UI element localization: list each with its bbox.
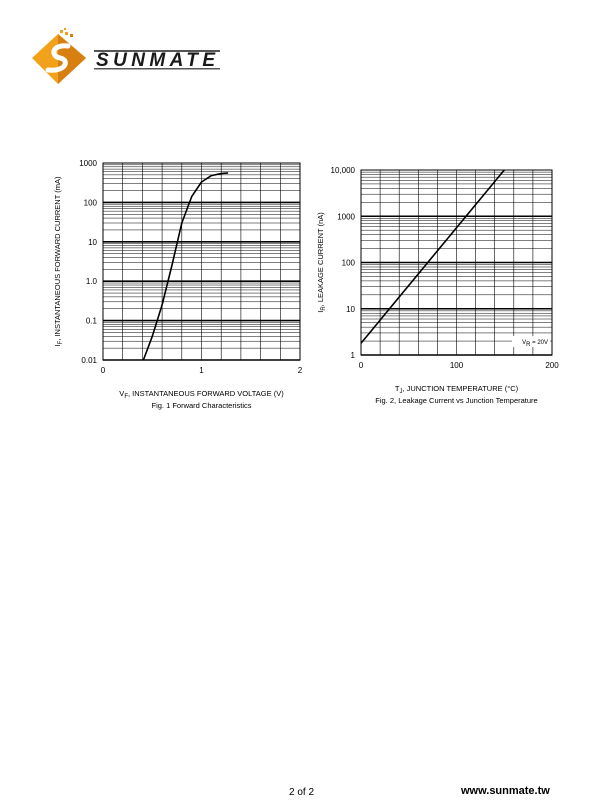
- page-number: 2 of 2: [289, 787, 315, 798]
- vr-annotation: VR = 20V: [522, 340, 548, 349]
- logo-emblem-icon: [32, 28, 86, 84]
- y-tick-label: 1.0: [85, 277, 97, 287]
- figure-caption: Fig. 2, Leakage Current vs Junction Temperature: [375, 396, 538, 405]
- y-axis-label: $I_R$, LEAKAGE CURRENT (nA): [316, 212, 327, 313]
- forward-characteristics-chart: [50, 155, 315, 415]
- x-tick-label: 0: [358, 361, 364, 370]
- y-tick-label: 10,000: [330, 166, 355, 175]
- y-tick-label: 0.01: [81, 356, 97, 365]
- y-tick-label: 1: [350, 351, 355, 360]
- y-tick-label: 1000: [79, 159, 97, 168]
- logo-text: SUNMATE: [96, 50, 216, 71]
- x-axis-label: $V_F$, INSTANTANEOUS FORWARD VOLTAGE (V): [119, 389, 284, 400]
- x-tick-label: 2: [297, 366, 303, 375]
- x-tick-label: 0: [100, 366, 106, 375]
- y-tick-label: 10: [346, 304, 355, 314]
- y-tick-label: 0.1: [85, 316, 97, 326]
- logo-wordmark: [94, 50, 220, 71]
- brand-logo: [30, 28, 230, 103]
- leakage-current-chart: [315, 158, 585, 418]
- y-tick-label: 100: [83, 198, 97, 208]
- y-axis-label: $I_F$, INSTANTANEOUS FORWARD CURRENT (mA): [53, 176, 64, 347]
- x-tick-label: 200: [545, 361, 559, 370]
- y-tick-label: 10: [88, 237, 97, 247]
- y-tick-label: 1000: [337, 212, 355, 222]
- x-tick-label: 1: [199, 366, 204, 375]
- figure-caption: Fig. 1 Forward Characteristics: [151, 401, 252, 410]
- x-tick-label: 100: [449, 361, 464, 370]
- website-link[interactable]: www.sunmate.tw: [461, 785, 550, 797]
- y-tick-label: 100: [341, 258, 355, 268]
- x-axis-label: $T_J$, JUNCTION TEMPERATURE (°C): [394, 384, 519, 395]
